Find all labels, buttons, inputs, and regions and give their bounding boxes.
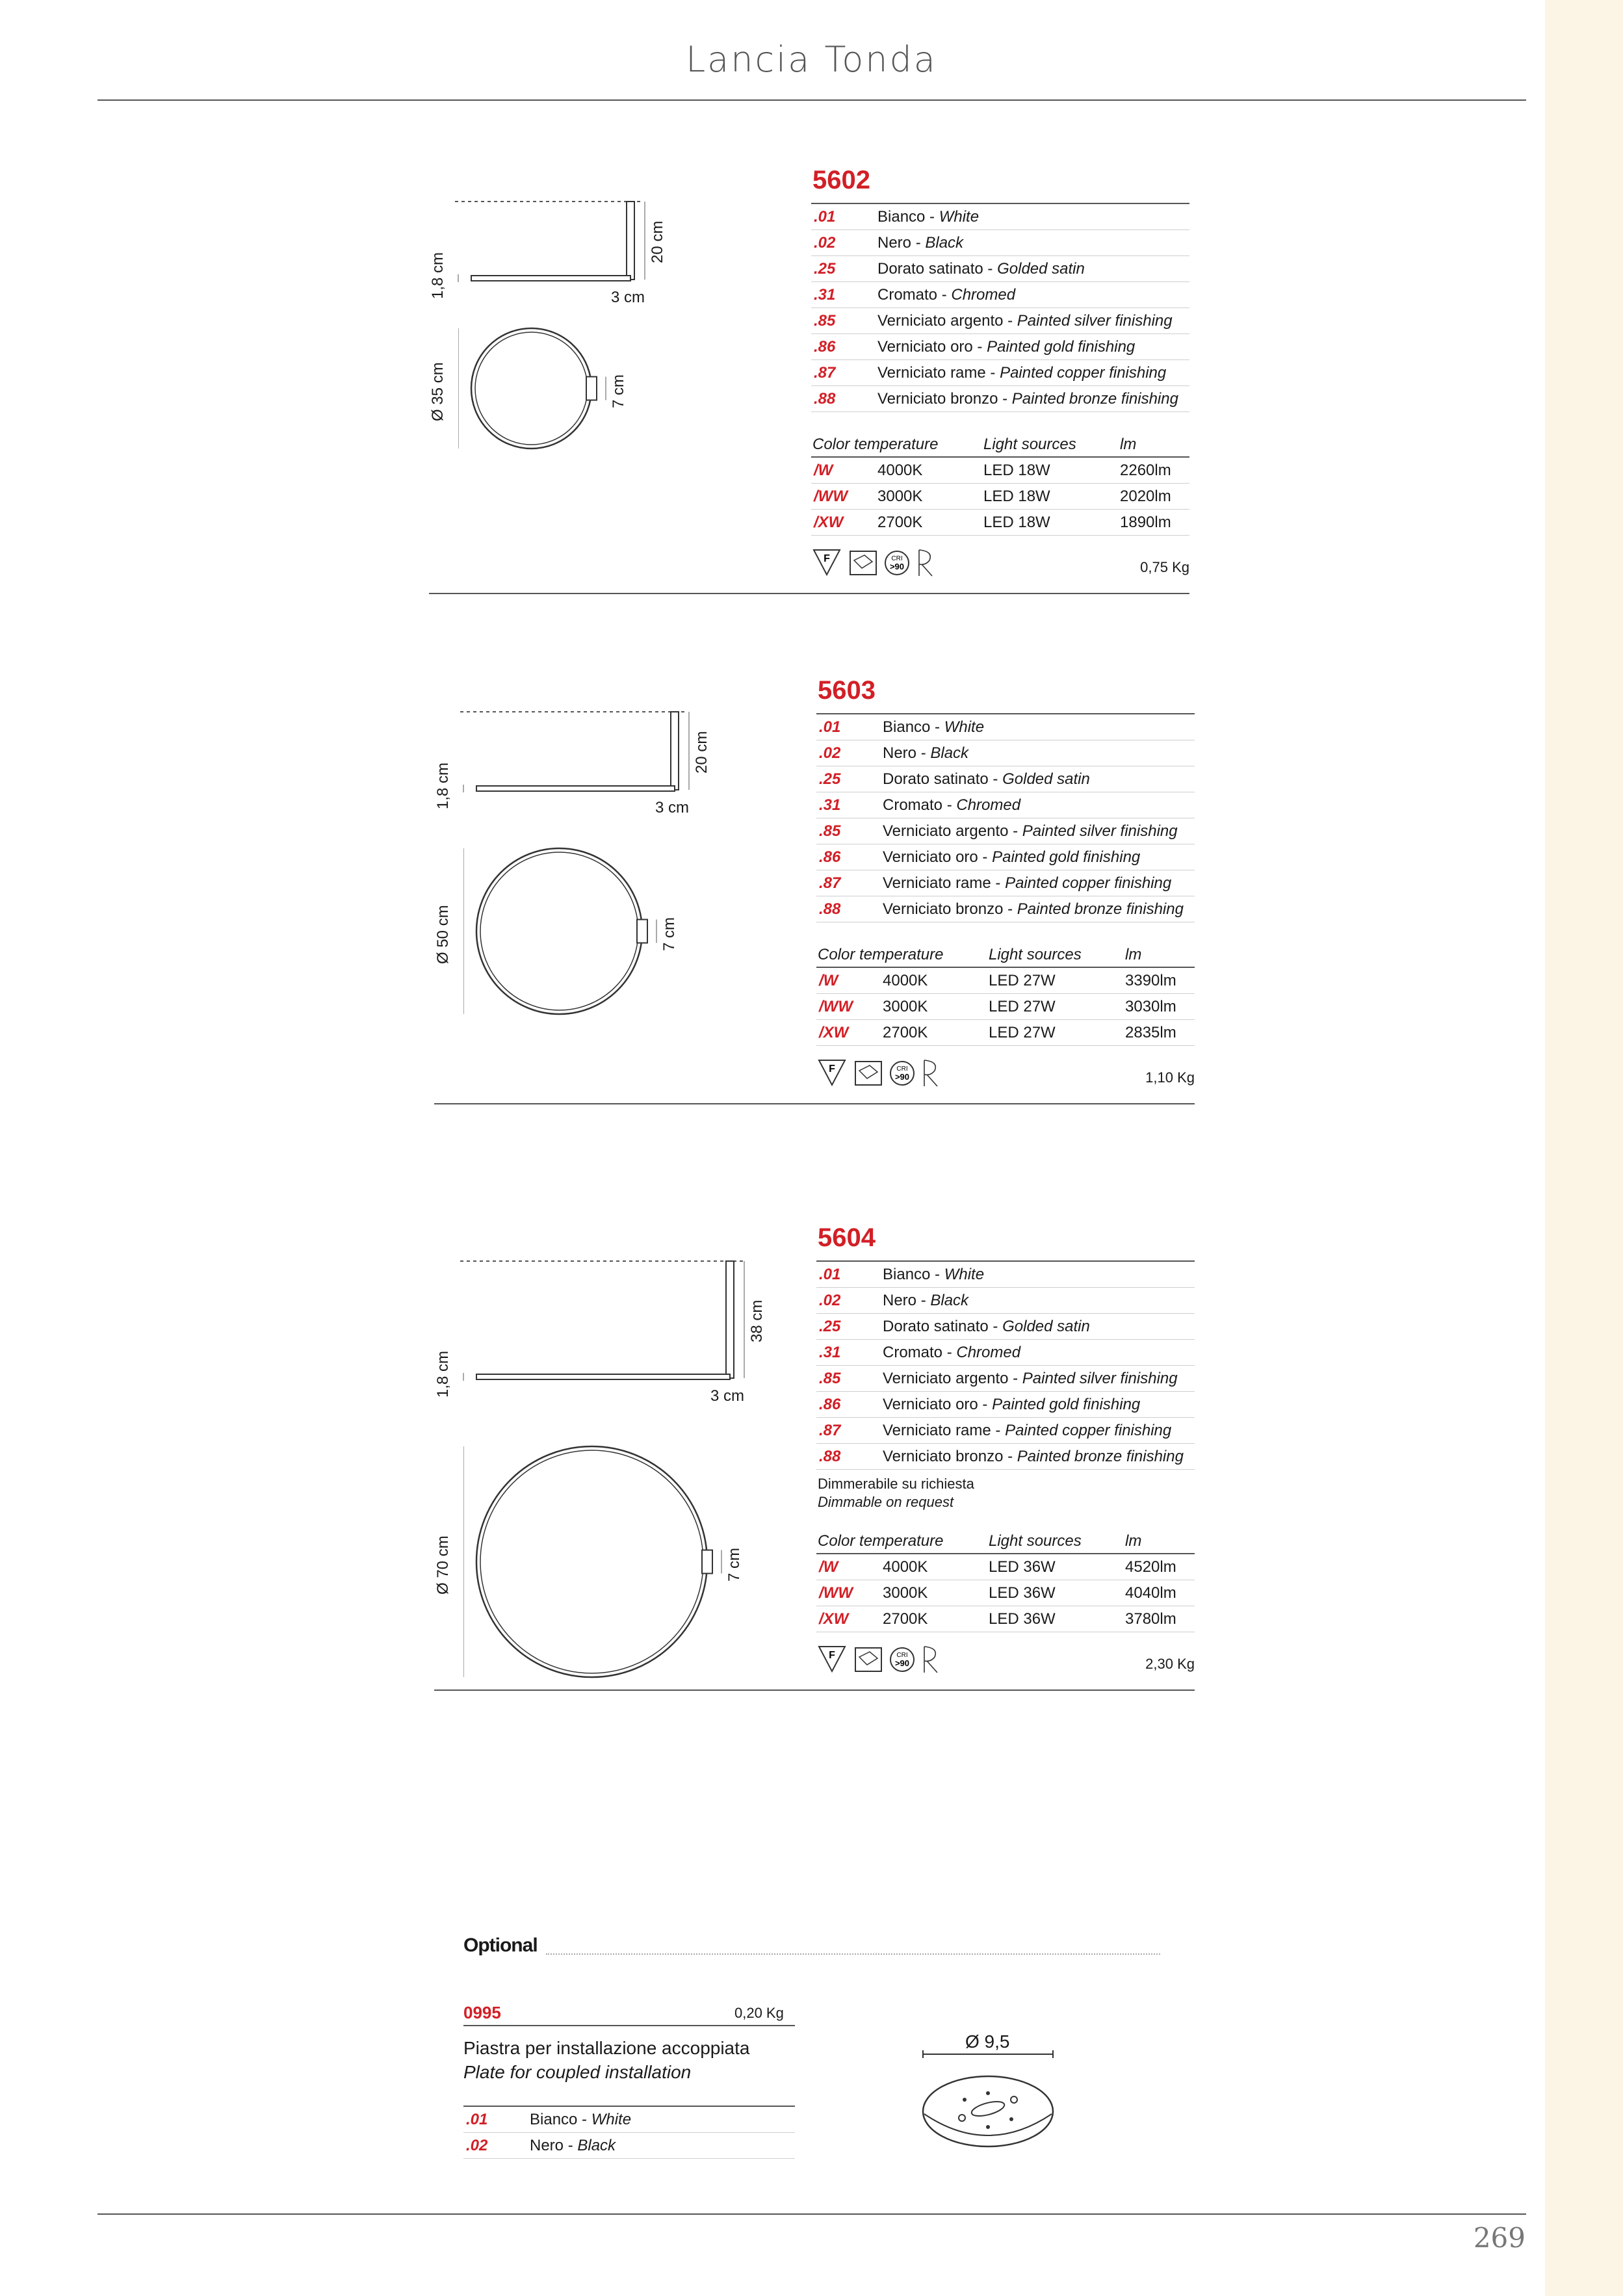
finish-name-en: Painted silver finishing [1022, 822, 1178, 840]
finish-code: .87 [814, 364, 836, 382]
color-temperature: 4000K [877, 462, 923, 479]
finish-name-en: Chromed [956, 796, 1021, 814]
product-weight: 0,75 Kg [1140, 559, 1189, 575]
replaceable-r-icon [919, 550, 932, 576]
finish-code: .02 [466, 2137, 488, 2154]
coupling-plate-drawing [916, 2041, 1059, 2152]
finish-row [816, 1366, 1195, 1392]
color-temperature: 4000K [883, 1558, 928, 1576]
optional-desc-it: Piastra per installazione accoppiata [463, 2038, 750, 2058]
luminous-flux: 2835lm [1125, 1024, 1176, 1041]
finish-name-it: Verniciato argento [877, 312, 1004, 330]
certification-icons [812, 547, 942, 582]
finish-name-it: Verniciato oro [883, 848, 978, 866]
cri-value: >90 [889, 562, 905, 571]
header-lm: lm [1125, 1532, 1142, 1550]
finish-name-it: Nero [530, 2137, 564, 2154]
finish-code: .02 [819, 1292, 841, 1309]
header-lm: lm [1120, 436, 1137, 453]
finish-name-it: Nero [883, 1292, 917, 1309]
finish-name-en: Golded satin [1002, 1318, 1090, 1335]
light-source: LED 36W [989, 1584, 1056, 1602]
clip-dimension: 7 cm [660, 917, 678, 951]
finish-name-it: Verniciato rame [883, 874, 991, 892]
finish-name-it: Verniciato rame [883, 1422, 991, 1439]
header-light-sources: Light sources [989, 946, 1082, 963]
luminous-flux: 1890lm [1120, 514, 1171, 531]
finish-name-it: Nero [877, 234, 912, 252]
finish-name: Verniciato bronzo - Painted bronze finishing [883, 1448, 1184, 1465]
light-code: /WW [819, 998, 853, 1015]
finish-name-it: Dorato satinato [877, 260, 983, 278]
cri-90-icon [885, 551, 909, 575]
finish-code: .31 [814, 286, 836, 304]
finish-row [816, 1392, 1195, 1418]
finish-name-en: Black [930, 1292, 969, 1309]
finish-name-en: Painted copper finishing [1005, 1422, 1172, 1439]
finish-code: .25 [819, 1318, 841, 1335]
light-code: /W [819, 972, 838, 989]
finish-code: .25 [814, 260, 836, 278]
finish-row [816, 1262, 1195, 1288]
page-number: 269 [1473, 2222, 1526, 2254]
finish-name-it: Verniciato rame [877, 364, 986, 382]
cri-label: CRI [896, 1065, 908, 1073]
light-row [816, 1020, 1195, 1046]
finish-row [811, 360, 1189, 386]
light-table-header [816, 942, 1195, 968]
finish-name-it: Verniciato bronzo [883, 900, 1004, 918]
finish-name-en: Painted bronze finishing [1017, 900, 1184, 918]
finish-name: Cromato - Chromed [883, 796, 1021, 814]
light-code: /WW [819, 1584, 853, 1602]
product-code: 5602 [812, 166, 870, 194]
finish-name-it: Dorato satinato [883, 1318, 989, 1335]
finish-row [811, 256, 1189, 282]
finish-row [816, 792, 1195, 818]
optional-weight: 0,20 Kg [734, 2005, 784, 2021]
certification-icons [818, 1058, 948, 1092]
finish-name: Bianco - White [530, 2111, 632, 2128]
finish-name-en: Painted silver finishing [1017, 312, 1173, 330]
width-dimension: 3 cm [611, 289, 645, 306]
class-f-icon [819, 1647, 845, 1671]
finish-name: Dorato satinato - Golded satin [883, 1318, 1090, 1335]
product-code: 5603 [818, 676, 876, 705]
finish-row [816, 714, 1195, 740]
optional-finish-table [463, 2107, 795, 2159]
finish-row [816, 766, 1195, 792]
finish-code: .86 [819, 848, 841, 866]
color-temperature: 4000K [883, 972, 928, 989]
finish-name-it: Bianco [883, 718, 931, 736]
finish-name-en: White [591, 2111, 632, 2128]
finish-code: .88 [819, 1448, 841, 1465]
light-row [811, 484, 1189, 510]
finish-row [816, 1444, 1195, 1470]
light-row [816, 1554, 1195, 1580]
dimmable-note-it: Dimmerabile su richiesta [818, 1476, 974, 1492]
luminous-flux: 3780lm [1125, 1610, 1176, 1628]
certification-icons [818, 1644, 948, 1678]
diameter-dimension: Ø 35 cm [429, 361, 447, 421]
finish-name: Verniciato bronzo - Painted bronze finishing [877, 390, 1178, 408]
finish-code: .85 [819, 822, 841, 840]
finish-code: .88 [814, 390, 836, 408]
finish-row [811, 230, 1189, 256]
finish-row [816, 1418, 1195, 1444]
color-temperature: 2700K [877, 514, 923, 531]
finish-name-en: Black [577, 2137, 616, 2154]
finish-name-it: Verniciato argento [883, 1370, 1009, 1387]
finish-code: .31 [819, 796, 841, 814]
clip-dimension: 7 cm [725, 1547, 743, 1582]
thickness-dimension: 1,8 cm [434, 1350, 452, 1398]
finish-name-en: White [939, 208, 980, 226]
optional-desc-en: Plate for coupled installation [463, 2062, 692, 2082]
finish-code: .85 [819, 1370, 841, 1387]
product-divider [434, 1103, 1195, 1104]
diameter-dimension: Ø 70 cm [434, 1535, 452, 1595]
clip-dimension: 7 cm [610, 374, 627, 408]
finish-code: .87 [819, 874, 841, 892]
led-module-icon [855, 1062, 881, 1085]
color-temperature: 3000K [883, 998, 928, 1015]
height-dimension: 38 cm [748, 1299, 766, 1342]
finish-name-en: Painted gold finishing [987, 338, 1136, 356]
finish-name: Dorato satinato - Golded satin [877, 260, 1085, 278]
finish-code: .01 [819, 718, 841, 736]
finish-name-en: Chromed [951, 286, 1016, 304]
replaceable-r-icon [924, 1647, 937, 1673]
finish-code: .86 [819, 1396, 841, 1413]
light-source: LED 18W [983, 488, 1050, 505]
finish-row [811, 308, 1189, 334]
finish-name-en: Black [925, 234, 964, 252]
finish-name-en: Painted silver finishing [1022, 1370, 1178, 1387]
cri-label: CRI [891, 555, 903, 562]
page-title: Lancia Tonda [686, 39, 937, 80]
header-color-temperature: Color temperature [818, 1532, 944, 1550]
cri-value: >90 [894, 1072, 910, 1082]
header-lm: lm [1125, 946, 1142, 963]
color-temperature: 3000K [877, 488, 923, 505]
finish-name-en: White [944, 718, 985, 736]
finish-name: Verniciato argento - Painted silver finishing [883, 822, 1178, 840]
finish-name-it: Dorato satinato [883, 770, 989, 788]
light-code: /XW [814, 514, 844, 531]
finish-name: Verniciato oro - Painted gold finishing [883, 1396, 1141, 1413]
light-row [816, 1580, 1195, 1606]
finish-name-en: Painted gold finishing [992, 848, 1141, 866]
led-module-icon [855, 1648, 881, 1671]
finish-name-it: Bianco [883, 1266, 931, 1283]
optional-heading: Optional [463, 1935, 538, 1956]
finish-name-en: White [944, 1266, 985, 1283]
finish-name: Nero - Black [877, 234, 964, 252]
width-dimension: 3 cm [655, 799, 690, 816]
finish-row [811, 334, 1189, 360]
height-dimension: 20 cm [693, 731, 710, 774]
light-source: LED 36W [989, 1558, 1056, 1576]
finish-name-it: Verniciato oro [877, 338, 973, 356]
diameter-dimension: Ø 50 cm [434, 904, 452, 964]
finish-row [816, 1314, 1195, 1340]
light-table-header [811, 432, 1189, 458]
product-code: 5604 [818, 1223, 876, 1252]
finish-name-it: Bianco [877, 208, 926, 226]
light-code: /W [814, 462, 833, 479]
finish-name-it: Bianco [530, 2111, 578, 2128]
optional-code: 0995 [463, 2003, 501, 2022]
height-dimension: 20 cm [649, 220, 666, 263]
luminous-flux: 3030lm [1125, 998, 1176, 1015]
cri-label: CRI [896, 1652, 908, 1659]
thickness-dimension: 1,8 cm [434, 762, 452, 809]
finish-name: Cromato - Chromed [877, 286, 1016, 304]
finish-name-en: Painted bronze finishing [1017, 1448, 1184, 1465]
light-row [816, 1606, 1195, 1632]
finish-name-it: Verniciato oro [883, 1396, 978, 1413]
finish-name: Verniciato argento - Painted silver finishing [883, 1370, 1178, 1387]
light-code: /W [819, 1558, 838, 1576]
finish-code: .01 [814, 208, 836, 226]
header-color-temperature: Color temperature [812, 436, 939, 453]
finish-row [816, 870, 1195, 896]
light-source: LED 36W [989, 1610, 1056, 1628]
finish-name: Nero - Black [530, 2137, 616, 2154]
light-row [811, 510, 1189, 536]
light-code: /WW [814, 488, 848, 505]
luminous-flux: 2260lm [1120, 462, 1171, 479]
class-f-icon [814, 550, 840, 575]
finish-row [816, 740, 1195, 766]
product-divider [434, 1689, 1195, 1691]
header-light-sources: Light sources [983, 436, 1076, 453]
finish-code: .25 [819, 770, 841, 788]
color-temperature: 2700K [883, 1024, 928, 1041]
light-row [811, 458, 1189, 484]
optional-finish-row [463, 2133, 795, 2159]
product-weight: 2,30 Kg [1145, 1656, 1195, 1672]
finish-code: .01 [466, 2111, 488, 2128]
header-color-temperature: Color temperature [818, 946, 944, 963]
footer-rule [97, 2213, 1526, 2215]
finish-code: .86 [814, 338, 836, 356]
finish-name: Verniciato rame - Painted copper finishing [883, 1422, 1172, 1439]
finish-name-en: Painted copper finishing [1000, 364, 1167, 382]
finish-row [811, 282, 1189, 308]
optional-finish-row [463, 2107, 795, 2133]
luminous-flux: 3390lm [1125, 972, 1176, 989]
finish-name-it: Verniciato argento [883, 822, 1009, 840]
dimmable-note-en: Dimmable on request [818, 1494, 954, 1510]
finish-name: Cromato - Chromed [883, 1344, 1021, 1361]
finish-name-it: Cromato [883, 1344, 943, 1361]
luminous-flux: 4520lm [1125, 1558, 1176, 1576]
light-code: /XW [819, 1024, 849, 1041]
light-source: LED 27W [989, 998, 1056, 1015]
finish-row [816, 896, 1195, 922]
header-rule [97, 99, 1526, 101]
cri-90-icon [890, 1648, 914, 1671]
finish-name-it: Verniciato bronzo [883, 1448, 1004, 1465]
finish-code: .88 [819, 900, 841, 918]
light-table-header [816, 1528, 1195, 1554]
finish-row [811, 204, 1189, 230]
finish-name: Verniciato rame - Painted copper finishing [883, 874, 1172, 892]
thickness-dimension: 1,8 cm [429, 252, 447, 299]
finish-name-it: Cromato [877, 286, 938, 304]
finish-code: .87 [819, 1422, 841, 1439]
product-divider [429, 593, 1189, 594]
plate-diameter-label: Ø 9,5 [965, 2031, 1010, 2052]
finish-code: .01 [819, 1266, 841, 1283]
finish-code: .31 [819, 1344, 841, 1361]
header-light-sources: Light sources [989, 1532, 1082, 1550]
led-module-icon [850, 551, 876, 575]
finish-name: Dorato satinato - Golded satin [883, 770, 1090, 788]
optional-rule [463, 2025, 795, 2026]
finish-name-it: Verniciato bronzo [877, 390, 998, 408]
side-band [1545, 0, 1623, 2296]
finish-name: Verniciato rame - Painted copper finishing [877, 364, 1167, 382]
finish-name-it: Nero [883, 744, 917, 762]
replaceable-r-icon [924, 1060, 937, 1086]
finish-name: Nero - Black [883, 1292, 969, 1309]
finish-name-en: Painted copper finishing [1005, 874, 1172, 892]
finish-name: Bianco - White [883, 718, 985, 736]
class-f-label: F [829, 1650, 835, 1661]
finish-name-en: Chromed [956, 1344, 1021, 1361]
finish-name-en: Black [930, 744, 969, 762]
luminous-flux: 2020lm [1120, 488, 1171, 505]
product-weight: 1,10 Kg [1145, 1069, 1195, 1086]
finish-name: Verniciato bronzo - Painted bronze finishing [883, 900, 1184, 918]
finish-code: .02 [814, 234, 836, 252]
light-code: /XW [819, 1610, 849, 1628]
finish-code: .02 [819, 744, 841, 762]
finish-name-en: Painted bronze finishing [1011, 390, 1178, 408]
cri-value: >90 [894, 1658, 910, 1668]
finish-row [816, 844, 1195, 870]
finish-row [816, 1288, 1195, 1314]
luminous-flux: 4040lm [1125, 1584, 1176, 1602]
finish-name-it: Cromato [883, 796, 943, 814]
finish-name: Verniciato argento - Painted silver finishing [877, 312, 1173, 330]
finish-name: Bianco - White [877, 208, 980, 226]
class-f-label: F [824, 553, 830, 564]
color-temperature: 3000K [883, 1584, 928, 1602]
finish-name: Bianco - White [883, 1266, 985, 1283]
class-f-icon [819, 1060, 845, 1085]
optional-dotted-rule [546, 1953, 1160, 1955]
light-source: LED 27W [989, 1024, 1056, 1041]
width-dimension: 3 cm [710, 1387, 745, 1405]
finish-code: .85 [814, 312, 836, 330]
finish-name-en: Golded satin [997, 260, 1085, 278]
finish-name-en: Painted gold finishing [992, 1396, 1141, 1413]
light-row [816, 968, 1195, 994]
finish-name: Verniciato oro - Painted gold finishing [877, 338, 1136, 356]
light-row [816, 994, 1195, 1020]
color-temperature: 2700K [883, 1610, 928, 1628]
finish-row [816, 1340, 1195, 1366]
cri-90-icon [890, 1062, 914, 1085]
light-source: LED 18W [983, 462, 1050, 479]
finish-row [811, 386, 1189, 412]
finish-name: Verniciato oro - Painted gold finishing [883, 848, 1141, 866]
class-f-label: F [829, 1063, 835, 1075]
light-source: LED 18W [983, 514, 1050, 531]
finish-row [816, 818, 1195, 844]
finish-name-en: Golded satin [1002, 770, 1090, 788]
light-source: LED 27W [989, 972, 1056, 989]
finish-name: Nero - Black [883, 744, 969, 762]
